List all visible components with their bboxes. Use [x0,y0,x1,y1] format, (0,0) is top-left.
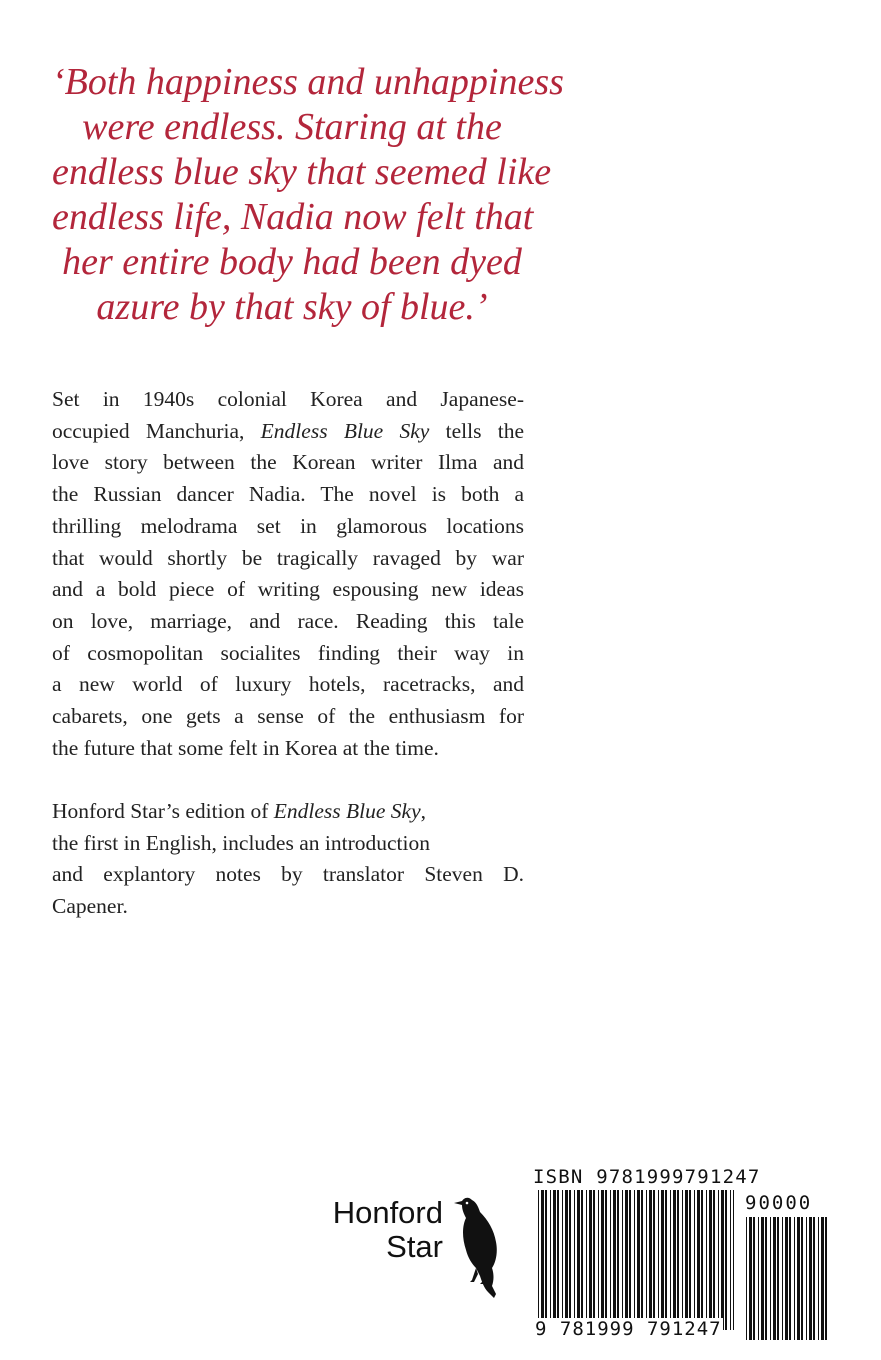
barcode-bar [809,1217,812,1340]
text-fragment: Honford Star’s edition of [52,799,269,823]
barcode-bar [713,1190,715,1330]
barcode-bar [825,1217,827,1340]
text-line: the Russian dancer Nadia. The novel is both a [52,482,524,507]
barcode-bar [746,1217,747,1340]
pull-quote [52,60,564,330]
barcode-bar [677,1190,679,1330]
barcode-bar [718,1190,719,1330]
barcode-bar [709,1190,712,1330]
barcode-bar [541,1190,544,1330]
barcode-bar [789,1217,791,1340]
barcode-bar [785,1217,788,1340]
barcode-bar [665,1190,667,1330]
barcode-bar [818,1217,819,1340]
barcode-bar [721,1190,724,1330]
barcode-bar [601,1190,604,1330]
barcode-bar [725,1190,727,1330]
barcode-bar [730,1190,731,1330]
barcode-bar [697,1190,700,1330]
barcode-bar [581,1190,583,1330]
barcode-bar [694,1190,695,1330]
barcode-bar [806,1217,807,1340]
barcode-bar [634,1190,635,1330]
text-fragment: tells the [445,418,524,443]
barcode-bar [797,1217,800,1340]
barcode-bar [689,1190,691,1330]
barcode-bar [749,1217,752,1340]
barcode-bar [613,1190,616,1330]
crow-icon [450,1190,510,1300]
barcode-bar [649,1190,652,1330]
text-line: Set in 1940s colonial Korea and Japanese- [52,387,524,411]
edition-paragraph [52,796,524,923]
barcode-bar [773,1217,776,1340]
barcode-bar [821,1217,824,1340]
barcode-bar [610,1190,611,1330]
barcode-bar [813,1217,815,1340]
barcode-bar [545,1190,547,1330]
barcode-bar [658,1190,659,1330]
price-addon-barcode [744,1217,832,1340]
blurb-paragraph [52,384,524,764]
barcode-bar [637,1190,640,1330]
text-line [52,796,524,828]
barcode-bar [550,1190,551,1330]
barcode-bar [682,1190,683,1330]
barcode-bar [685,1190,688,1330]
publisher-name-line: Honford [332,1195,443,1230]
barcode-bar [625,1190,628,1330]
barcode-bar [733,1190,734,1330]
barcode-bar [553,1190,556,1330]
quote-line: ‘Both happiness and unhappiness [52,61,564,103]
text-line: love story between the Korean writer Ilma and [52,450,524,475]
quote-line: her entire body had been dyed [62,241,522,283]
barcode-bar [593,1190,595,1330]
barcode-bar [753,1217,755,1340]
price-addon-digits: 90000 [745,1192,813,1214]
barcode-bar [557,1190,559,1330]
text-line: thrilling melodrama set in glamorous locations [52,513,524,538]
text-line: on love, marriage, and race. Reading this tale [52,608,524,633]
ean-digits: 9 781999 791247 [535,1318,722,1340]
barcode-bar [758,1217,759,1340]
book-title: Endless Blue Sky [273,799,421,823]
text-line: a new world of luxury hotels, racetracks, and [52,672,524,697]
text-line: that would shortly be tragically ravaged by war [52,545,524,570]
barcode-bar [589,1190,592,1330]
isbn-label: ISBN 9781999791247 [533,1166,761,1188]
book-title: Endless Blue Sky [260,418,430,443]
barcode-bar [794,1217,795,1340]
barcode-bar [641,1190,643,1330]
quote-line: azure by that sky of blue.’ [96,286,488,328]
text-line: the future that some felt in Korea at the time. [52,735,439,760]
barcode-bar [538,1190,539,1330]
barcode-bar [706,1190,707,1330]
barcode-bar [577,1190,580,1330]
barcode-bar [586,1190,587,1330]
barcode-bar [782,1217,783,1340]
barcode-bar [653,1190,655,1330]
text-fragment: occupied Manchuria, [52,418,245,443]
publisher-name-line: Star [386,1229,443,1264]
barcode-bar [661,1190,664,1330]
quote-line: endless blue sky that seemed like [52,151,552,193]
text-fragment: , [420,799,426,823]
barcode-bar [765,1217,767,1340]
barcode-bar [617,1190,619,1330]
barcode-bar [777,1217,779,1340]
barcode-bar [565,1190,568,1330]
quote-line: were endless. Staring at the [82,106,502,148]
quote-line: endless life, Nadia now felt that [52,196,534,238]
barcode-bar [673,1190,676,1330]
barcode-bar [629,1190,631,1330]
publisher-logo-text [318,1196,443,1264]
text-line: cabarets, one gets a sense of the enthusiasm for [52,704,524,729]
barcode-bar [761,1217,764,1340]
barcode-bar [605,1190,607,1330]
text-line: of cosmopolitan socialites finding their way in [52,640,524,665]
ean-barcode [536,1190,736,1330]
text-line: and explantory notes by translator Steven D. [52,862,524,887]
barcode-bar [562,1190,563,1330]
barcode-bar [622,1190,623,1330]
barcode-bar [574,1190,575,1330]
text-line: and a bold piece of writing espousing new ideas [52,577,524,602]
barcode-bar [801,1217,803,1340]
barcode-bar [569,1190,571,1330]
barcode-bar [701,1190,703,1330]
barcode-bar [598,1190,599,1330]
text-line: Capener. [52,894,128,919]
barcode-bar [646,1190,647,1330]
text-line [52,416,524,448]
text-line: the first in English, includes an introduction [52,830,430,855]
barcode-bar [770,1217,771,1340]
barcode-bar [670,1190,671,1330]
